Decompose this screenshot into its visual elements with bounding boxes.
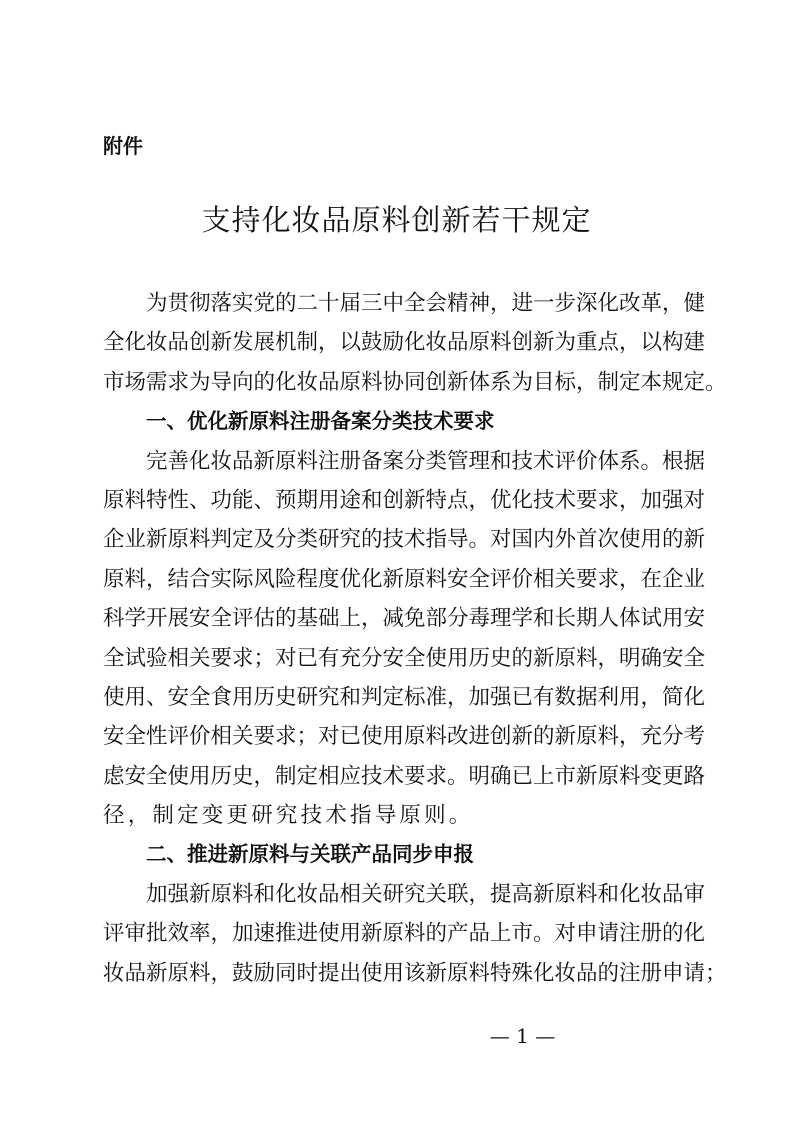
paragraph-line: 原料，结合实际风险程度优化新原料安全评价相关要求，在企业 [103, 566, 706, 592]
paragraph-line: 市场需求为导向的化妆品原料协同创新体系为目标，制定本规定。 [103, 369, 727, 395]
paragraph-line: 为贯彻落实党的二十届三中全会精神，进一步深化改革，健 [146, 291, 706, 316]
document-body [103, 284, 727, 993]
page-number: — 1 — [489, 1024, 556, 1048]
section-heading: 一、优化新原料注册备案分类技术要求 [146, 409, 495, 434]
section-heading: 二、推进新原料与关联产品同步申报 [146, 842, 474, 867]
paragraph-line: 妆品新原料，鼓励同时提出使用该新原料特殊化妆品的注册申请； [103, 960, 727, 986]
paragraph-line: 径，制定变更研究技术指导原则。 [103, 803, 474, 829]
document-title: 支持化妆品原料创新若干规定 [201, 203, 592, 237]
paragraph-line: 加强新原料和化妆品相关研究关联，提高新原料和化妆品审 [146, 881, 706, 907]
paragraph-line: 使用、安全食用历史研究和判定标准，加强已有数据利用，简化 [103, 684, 706, 710]
paragraph-line: 评审批效率，加速推进使用新原料的产品上市。对申请注册的化 [103, 921, 706, 947]
paragraph-line: 科学开展安全评估的基础上，减免部分毒理学和长期人体试用安 [103, 606, 706, 632]
paragraph-line: 完善化妆品新原料注册备案分类管理和技术评价体系。根据 [146, 448, 706, 474]
paragraph-line: 全化妆品创新发展机制，以鼓励化妆品原料创新为重点，以构建 [103, 330, 706, 356]
paragraph-line: 安全性评价相关要求；对已使用原料改进创新的新原料，充分考 [103, 724, 706, 750]
paragraph-line: 全试验相关要求；对已有充分安全使用历史的新原料，明确安全 [103, 645, 706, 671]
paragraph-line: 原料特性、功能、预期用途和创新特点，优化技术要求，加强对 [103, 487, 706, 513]
paragraph-line: 虑安全使用历史，制定相应技术要求。明确已上市新原料变更路 [103, 763, 706, 789]
paragraph-line: 企业新原料判定及分类研究的技术指导。对国内外首次使用的新 [103, 527, 706, 553]
attachment-label: 附件 [103, 134, 143, 158]
